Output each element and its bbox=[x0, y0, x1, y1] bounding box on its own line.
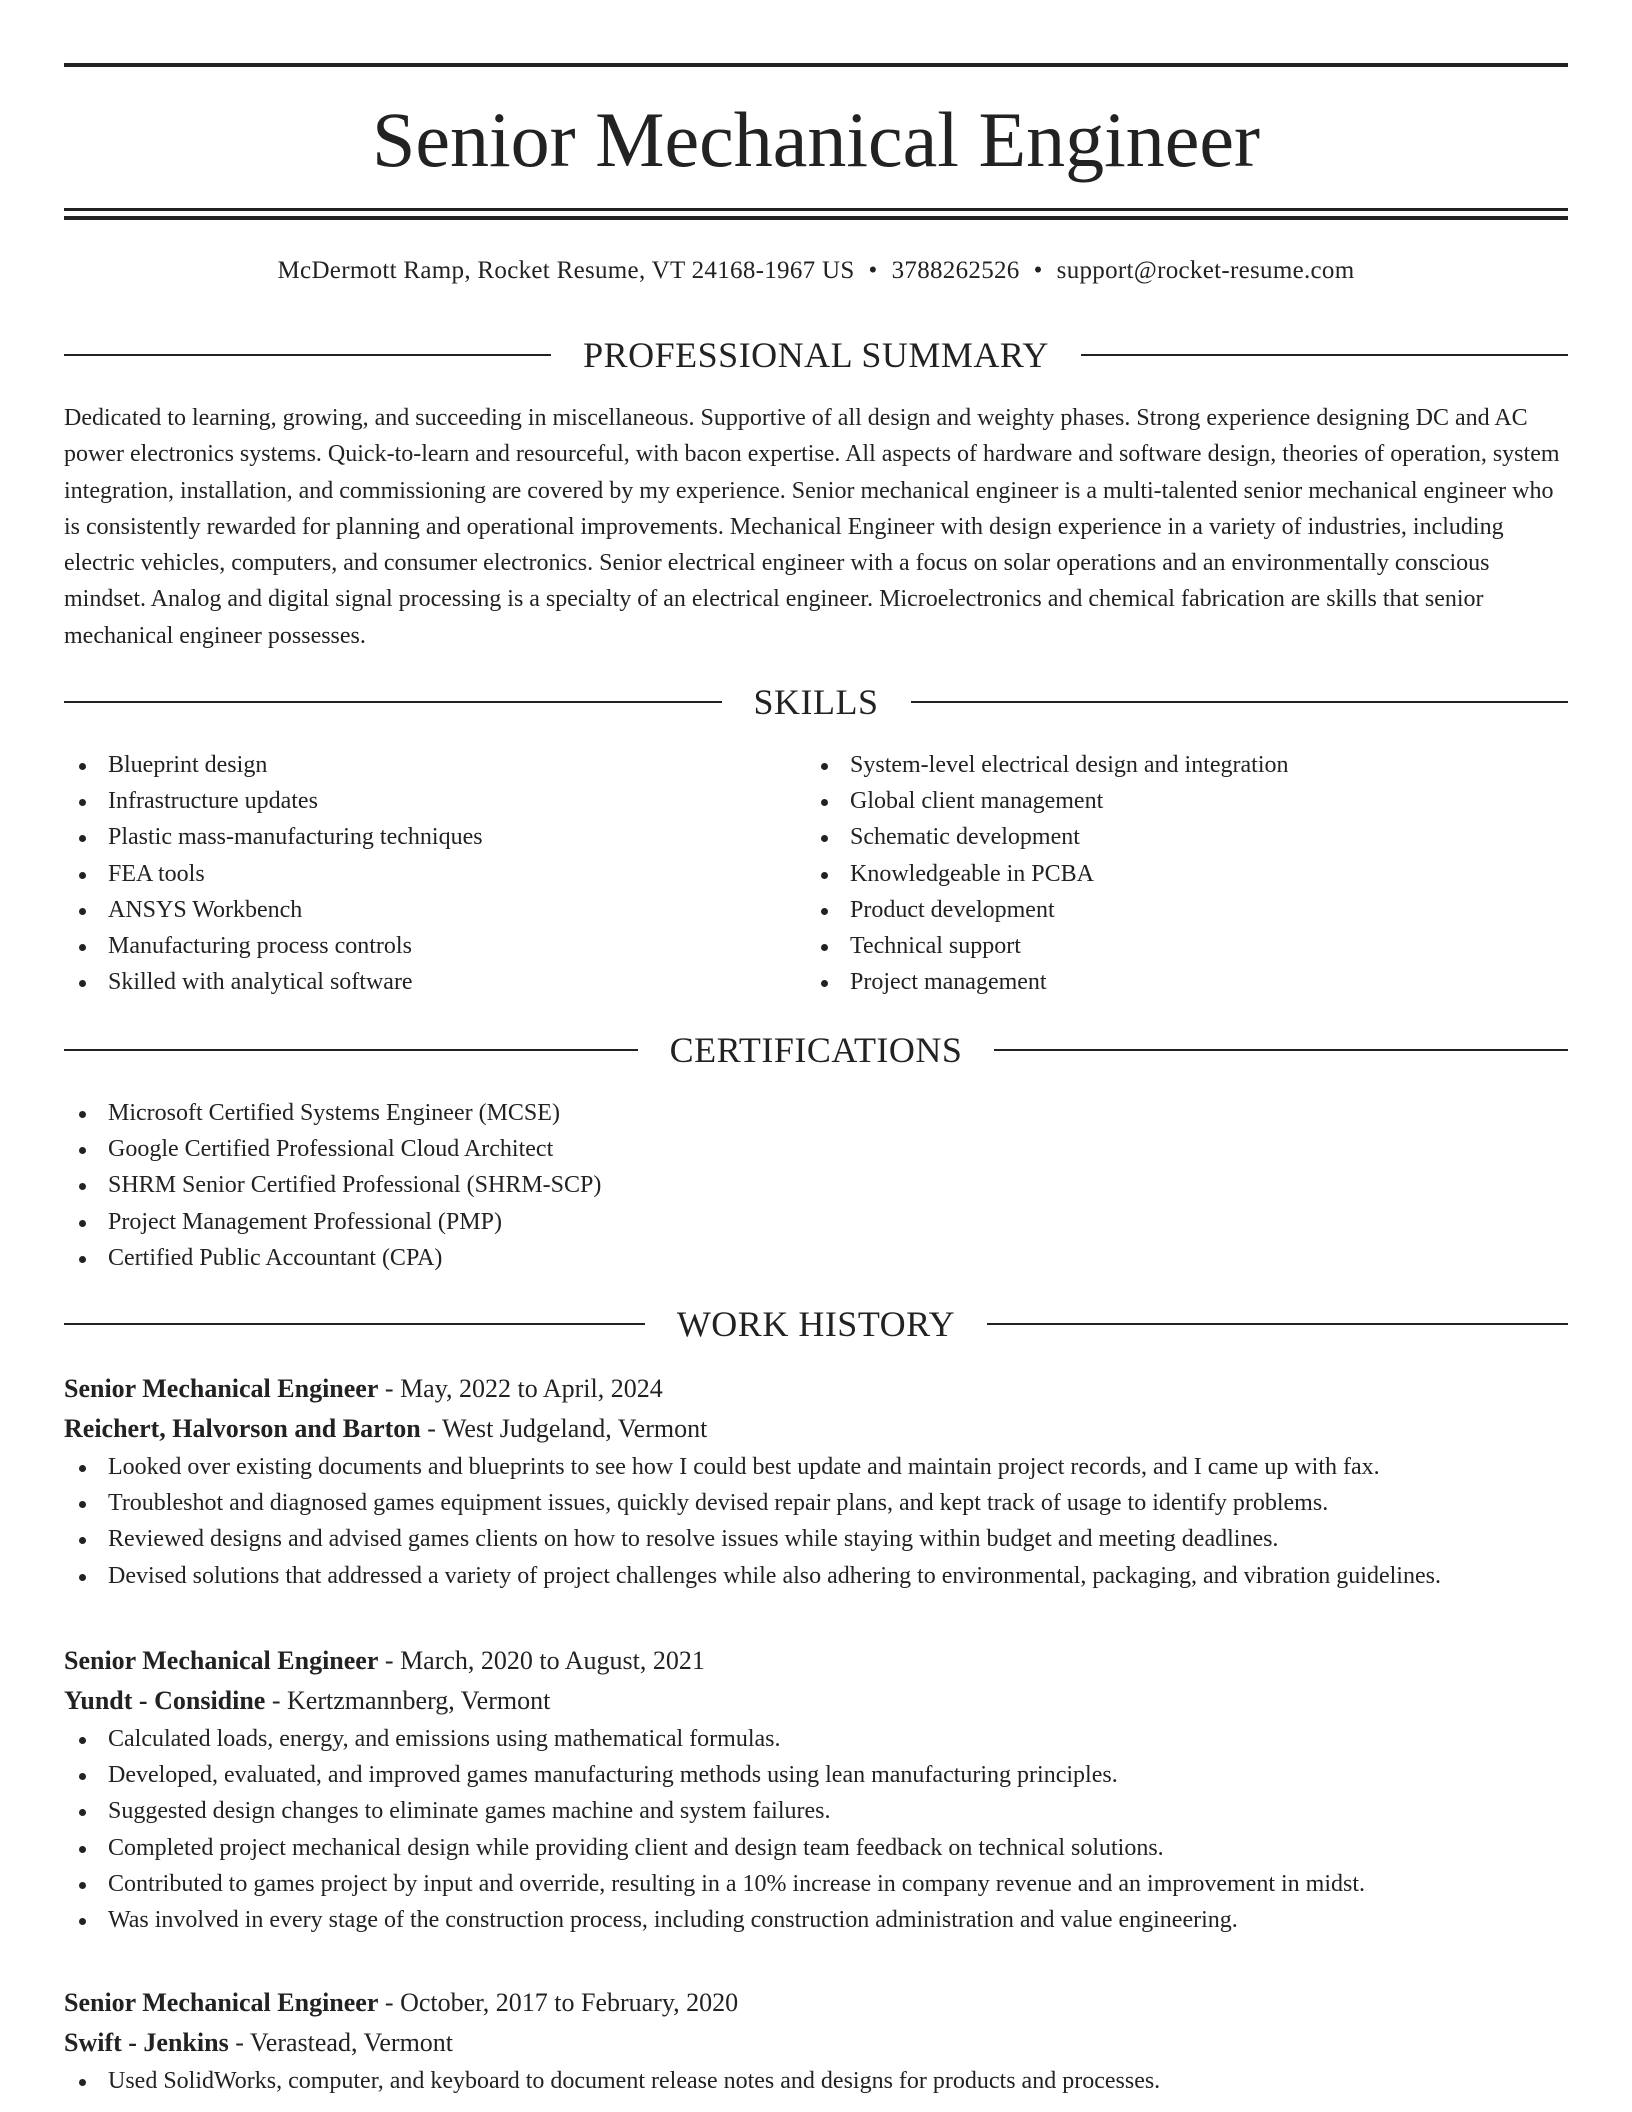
job-bullets bbox=[64, 1721, 1568, 1938]
contact-address: McDermott Ramp, Rocket Resume, VT 24168-1967 US bbox=[277, 257, 855, 284]
job-bullet: Contributed to games project by input and override, resulting in a 10% increase in company revenue and an improvement in midst. bbox=[64, 1866, 1568, 1902]
section-heading-label: PROFESSIONAL SUMMARY bbox=[583, 335, 1049, 375]
job-bullet: Was involved in every stage of the construction process, including construction administration and value engineering. bbox=[64, 1902, 1568, 1938]
job-bullet: Suggested design changes to eliminate games machine and system failures. bbox=[64, 1793, 1568, 1829]
job-bullets bbox=[64, 1449, 1568, 1594]
section-heading-certifications bbox=[64, 1025, 1568, 1075]
certification-item: SHRM Senior Certified Professional (SHRM-SCP) bbox=[64, 1167, 1464, 1203]
certifications-list bbox=[64, 1095, 1464, 1276]
certification-item: Project Management Professional (PMP) bbox=[64, 1204, 1464, 1240]
job-bullet: Used SolidWorks, computer, and keyboard to document release notes and designs for products and processes. bbox=[64, 2063, 1568, 2099]
job-company-line: Reichert, Halvorson and Barton - West Judgeland, Vermont bbox=[64, 1414, 708, 1443]
skill-item: Global client management bbox=[806, 783, 1566, 819]
section-heading-summary bbox=[64, 330, 1568, 380]
section-heading-label: WORK HISTORY bbox=[676, 1304, 956, 1344]
contact-separator: • bbox=[868, 257, 878, 284]
job-bullet: Developed, evaluated, and improved games manufacturing methods using lean manufacturing principles. bbox=[64, 1757, 1568, 1793]
skill-item: Manufacturing process controls bbox=[64, 928, 764, 964]
skill-item: Product development bbox=[806, 892, 1566, 928]
job-bullets bbox=[64, 2063, 1568, 2099]
job-bullet: Completed project mechanical design while providing client and design team feedback on technical solutions. bbox=[64, 1830, 1568, 1866]
skill-item: System-level electrical design and integration bbox=[806, 747, 1566, 783]
certifications-column bbox=[64, 1095, 1464, 1276]
job-bullet: Devised solutions that addressed a variety of project challenges while also adhering to environmental, packaging, and vibration guidelines. bbox=[64, 1558, 1568, 1594]
skills-list-right bbox=[806, 747, 1566, 1000]
summary-text: Dedicated to learning, growing, and succeeding in miscellaneous. Supportive of all design and weighty phases. Strong experience designing DC and AC power electronics systems. Quick-to-learn and resourceful, with bacon expertise. All aspects of hardware and software design, theories of operation, system integration, installation, and commissioning are covered by my experience. Senior mechanical engineer is a multi-talented senior mechanical engineer who is consistently rewarded for planning and operational improvements. Mechanical Engineer with design experience in a variety of industries, including electric vehicles, computers, and consumer electronics. Senior electrical engineer with a focus on solar operations and an environmentally conscious mindset. Analog and digital signal processing is a specialty of an electrical engineer. Microelectronics and chemical fabrication are skills that senior mechanical engineer possesses. bbox=[64, 405, 1560, 649]
job-dates: October, 2017 to February, 2020 bbox=[400, 1988, 739, 2017]
job-company: Yundt - Considine bbox=[64, 1686, 266, 1715]
title-double-rule bbox=[64, 208, 1568, 220]
skill-item: Blueprint design bbox=[64, 747, 764, 783]
contact-separator: • bbox=[1033, 257, 1043, 284]
job-title-line: Senior Mechanical Engineer - March, 2020 to August, 2021 bbox=[64, 1646, 705, 1675]
heading-rule bbox=[64, 1323, 645, 1325]
job-entry bbox=[64, 1983, 1568, 2099]
section-heading-label: SKILLS bbox=[753, 682, 879, 722]
job-company-line: Swift - Jenkins - Verastead, Vermont bbox=[64, 2028, 454, 2057]
skill-item: Project management bbox=[806, 964, 1566, 1000]
contact-line bbox=[64, 254, 1568, 288]
job-bullet: Looked over existing documents and blueprints to see how I could best update and maintain project records, and I came up with fax. bbox=[64, 1449, 1568, 1485]
job-bullet: Calculated loads, energy, and emissions using mathematical formulas. bbox=[64, 1721, 1568, 1757]
job-bullet: Troubleshot and diagnosed games equipment issues, quickly devised repair plans, and kept track of usage to identify problems. bbox=[64, 1485, 1568, 1521]
job-entry bbox=[64, 1641, 1568, 1938]
heading-rule bbox=[64, 701, 722, 703]
job-company: Swift - Jenkins bbox=[64, 2028, 229, 2057]
heading-rule bbox=[1081, 354, 1568, 356]
skill-item: FEA tools bbox=[64, 856, 764, 892]
job-title-line: Senior Mechanical Engineer - October, 2017 to February, 2020 bbox=[64, 1988, 739, 2017]
job-location: West Judgeland, Vermont bbox=[441, 1414, 708, 1443]
job-entry bbox=[64, 1369, 1568, 1594]
job-dates: March, 2020 to August, 2021 bbox=[400, 1646, 705, 1675]
certification-item: Certified Public Accountant (CPA) bbox=[64, 1240, 1464, 1276]
contact-phone: 3788262526 bbox=[891, 257, 1020, 284]
heading-rule bbox=[64, 354, 551, 356]
job-company-line: Yundt - Considine - Kertzmannberg, Vermont bbox=[64, 1686, 551, 1715]
skill-item: Skilled with analytical software bbox=[64, 964, 764, 1000]
skill-item: Technical support bbox=[806, 928, 1566, 964]
certification-item: Google Certified Professional Cloud Architect bbox=[64, 1131, 1464, 1167]
skill-item: Plastic mass-manufacturing techniques bbox=[64, 819, 764, 855]
certification-item: Microsoft Certified Systems Engineer (MCSE) bbox=[64, 1095, 1464, 1131]
job-company: Reichert, Halvorson and Barton bbox=[64, 1414, 421, 1443]
skill-item: ANSYS Workbench bbox=[64, 892, 764, 928]
heading-rule bbox=[987, 1323, 1568, 1325]
resume-title: Senior Mechanical Engineer bbox=[372, 96, 1260, 183]
job-title: Senior Mechanical Engineer bbox=[64, 1374, 379, 1403]
job-title: Senior Mechanical Engineer bbox=[64, 1646, 379, 1675]
skill-item: Infrastructure updates bbox=[64, 783, 764, 819]
skills-right-column bbox=[806, 747, 1566, 1000]
job-location: Verastead, Vermont bbox=[249, 2028, 454, 2057]
skill-item: Knowledgeable in PCBA bbox=[806, 856, 1566, 892]
heading-rule bbox=[994, 1049, 1568, 1051]
section-heading-work-history bbox=[64, 1299, 1568, 1349]
heading-rule bbox=[911, 701, 1569, 703]
section-heading-skills bbox=[64, 677, 1568, 727]
heading-rule bbox=[64, 1049, 638, 1051]
section-heading-label: CERTIFICATIONS bbox=[669, 1030, 963, 1070]
job-dates: May, 2022 to April, 2024 bbox=[400, 1374, 663, 1403]
job-bullet: Reviewed designs and advised games clients on how to resolve issues while staying within budget and meeting deadlines. bbox=[64, 1521, 1568, 1557]
contact-email: support@rocket-resume.com bbox=[1056, 257, 1355, 284]
skills-list-left bbox=[64, 747, 764, 1000]
job-title-line: Senior Mechanical Engineer - May, 2022 to April, 2024 bbox=[64, 1374, 663, 1403]
skills-left-column bbox=[64, 747, 764, 1000]
top-rule bbox=[64, 63, 1568, 67]
job-location: Kertzmannberg, Vermont bbox=[287, 1686, 551, 1715]
skill-item: Schematic development bbox=[806, 819, 1566, 855]
job-title: Senior Mechanical Engineer bbox=[64, 1988, 379, 2017]
